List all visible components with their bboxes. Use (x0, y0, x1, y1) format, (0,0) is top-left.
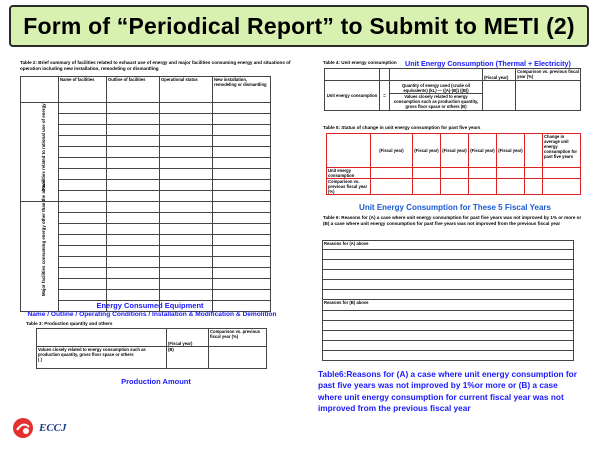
table2-group-cell (21, 202, 59, 312)
energy-equipment-label: Energy Consumed Equipment (96, 301, 204, 310)
table5-fiscal-col: (Fiscal year) (441, 134, 469, 168)
table6-caption: Table 6: Reasons for (A) a case where unit energy consumption for past five years was not improved by 1% or more or (B) a case where unit energy consumption for past five years was not improved from the previous fiscal year (323, 215, 582, 226)
eccj-logo-icon (12, 417, 34, 439)
table5-row-label: Comparison vs. previous fiscal year (%) (327, 179, 371, 195)
table6-reason-b: Reasons for (B) above (323, 300, 574, 311)
eccj-logo (12, 417, 67, 439)
eccj-logo-text: ECCJ (39, 422, 67, 434)
page-title: Form of “Periodical Report” to Submit to METI (2) (23, 12, 575, 39)
table5-row-label: Unit energy consumption (327, 168, 371, 179)
table2-corner (21, 77, 59, 103)
five-fiscal-years-label: Unit Energy Consumption for These 5 Fiscal Years (359, 203, 551, 212)
table4-col-fiscal: (Fiscal year) (483, 69, 516, 81)
table4 (324, 68, 581, 111)
table3-col-fiscal: (Fiscal year) (167, 329, 209, 347)
table2-caption: Table 2: Brief summary of facilities related to exhaust use of energy and major facilities consuming energy and situations of operation including new installation, remodeling or dismantling (20, 60, 291, 71)
table3 (36, 328, 267, 369)
formula-denominator: Values closely related to energy consumption such as production quantity, gross floor space or others (B) (393, 93, 479, 109)
table5-fiscal-col: (Fiscal year) (497, 134, 525, 168)
table2-header: Name of facilities (59, 77, 107, 103)
table4-equals: = (380, 81, 390, 111)
table2-group-cell (21, 103, 59, 202)
table5-change-header: Change in average unit energy consumption for past five years (543, 134, 581, 168)
title-banner (9, 5, 589, 47)
table3-caption: Table 3: Production quantity and others (26, 321, 113, 326)
table4-formula (390, 81, 483, 111)
energy-equipment-sublabel: Name / Outline / Operating Conditions / Installation & Modification & Demolition (27, 311, 277, 318)
table3-col-compare: Comparison vs. previous fiscal year (%) (209, 329, 267, 347)
table4-caption: Table 4: Unit energy consumption (323, 60, 397, 65)
table3-row-paren: ( ) (38, 357, 42, 362)
table6 (322, 240, 574, 361)
production-amount-label: Production Amount (121, 377, 191, 386)
table5-fiscal-col: (Fiscal year) (413, 134, 441, 168)
table2-group1-label: Facilities related to rational use of energy (41, 103, 46, 190)
table2 (20, 76, 271, 312)
table5 (326, 133, 581, 195)
table2-header: New installation, remodeling or dismantling (213, 77, 271, 103)
table5-fiscal-col: (Fiscal year) (371, 134, 413, 168)
table4-col-compare: Comparison vs. previous fiscal year (%) (517, 69, 579, 79)
table2-header: Operational status (160, 77, 213, 103)
formula-numerator: Quantity of energy used (crude oil equivalents) (kL) — ((A)-(B)) ((B)) (390, 83, 482, 94)
table2-group2-label: Major facilities consuming energy other than the above (41, 180, 46, 296)
table3-row-label: Values closely related to energy consumption such as production quantity, gross floor space or others ( ) (37, 347, 167, 369)
table4-row-label: Unit energy consumption (325, 81, 380, 111)
table5-caption: Table 5: Status of change in unit energy consumption for past five years (323, 125, 481, 130)
table3-row-unit: (B) (167, 347, 209, 369)
table6-reason-a: Reasons for (A) above (323, 241, 574, 250)
table6-note: Table6:Reasons for (A) a case where unit energy consumption for past five years was not improved by 1%or more or (B) a case where unit energy consumption for current fiscal year was not improved from the previous fiscal year (318, 369, 577, 414)
table5-fiscal-col: (Fiscal year) (469, 134, 497, 168)
table4-title: Unit Energy Consumption (Thermal + Electricity) (405, 59, 571, 68)
table2-header: Outline of facilities (107, 77, 160, 103)
